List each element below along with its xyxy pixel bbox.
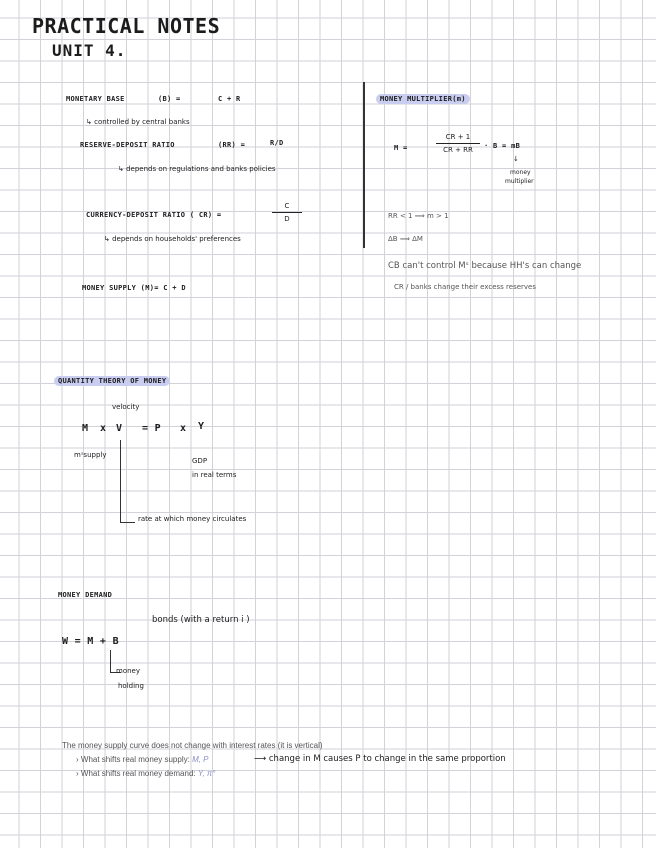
typed-note-2-handwritten: ⟶ change in M causes P to change in the same proportion	[254, 754, 506, 764]
multiplier-numerator: CR + 1	[445, 133, 471, 141]
column-divider	[363, 82, 365, 248]
m-supply-label: mˢsupply	[74, 451, 107, 459]
typed-note-3: › What shifts real money demand: Y, π°	[76, 769, 216, 778]
reserve-deposit-symbol: (RR) =	[218, 141, 246, 149]
money-demand-equation: W = M + B	[62, 636, 119, 647]
money-multiplier-title: MONEY MULTIPLIER(m)	[376, 96, 470, 103]
multiplier-fraction	[436, 133, 480, 154]
equation-times-2: x	[180, 423, 187, 434]
unit-title: UNIT 4.	[52, 41, 127, 60]
multiplier-comment-2: CR / banks change their excess reserves	[394, 283, 537, 291]
multiplier-note-1: money	[510, 169, 531, 176]
monetary-base-symbol: (B) =	[158, 95, 181, 103]
typed-note-1: The money supply curve does not change with interest rates (it is vertical)	[62, 741, 323, 750]
holding-note-1: money	[116, 667, 140, 675]
quantity-theory-title: QUANTITY THEORY OF MONEY	[54, 378, 170, 385]
currency-deposit-note: ↳ depends on households' preferences	[104, 235, 241, 243]
equation-times-1: x	[100, 423, 107, 434]
equation-v: V	[116, 423, 123, 434]
multiplier-note-2: multiplier	[505, 178, 534, 185]
monetary-base-label: MONETARY BASE	[66, 95, 125, 103]
reserve-deposit-note: ↳ depends on regulations and banks policies	[118, 165, 276, 173]
velocity-arrow	[120, 440, 135, 523]
equation-equals-p: = P	[142, 423, 161, 434]
equation-m: M	[82, 423, 89, 434]
gdp-note: in real terms	[192, 471, 237, 479]
gdp-label: GDP	[192, 457, 208, 465]
monetary-base-formula: C + R	[218, 95, 241, 103]
velocity-note: rate at which money circulates	[138, 515, 247, 523]
equation-y: Y	[198, 421, 205, 432]
holding-note-2: holding	[118, 682, 144, 690]
velocity-label: velocity	[112, 403, 140, 411]
down-arrow-icon: ↓	[513, 155, 519, 163]
currency-deposit-numerator: C	[284, 202, 290, 210]
typed-note-2: › What shifts real money supply: M, P	[76, 755, 209, 764]
fraction-bar	[272, 212, 302, 213]
multiplier-rhs: · B = mB	[484, 142, 521, 150]
currency-deposit-label: CURRENCY-DEPOSIT RATIO ( CR) =	[86, 211, 222, 219]
multiplier-rule-2: ΔB ⟹ ΔM	[388, 235, 423, 243]
multiplier-comment-1: CB can't control Mˢ because HH's can change	[388, 261, 582, 271]
money-supply-label: MONEY SUPPLY (M)= C + D	[82, 284, 186, 292]
bonds-note: bonds (with a return i )	[152, 615, 250, 625]
currency-deposit-fraction	[272, 202, 302, 223]
money-demand-title: MONEY DEMAND	[58, 591, 113, 599]
fraction-bar	[436, 143, 480, 144]
monetary-base-note: ↳ controlled by central banks	[86, 118, 190, 126]
reserve-deposit-formula: R/D	[270, 139, 284, 147]
page-title: PRACTICAL NOTES	[32, 14, 221, 38]
multiplier-denominator: CR + RR	[443, 146, 473, 154]
currency-deposit-denominator: D	[284, 215, 290, 223]
reserve-deposit-label: RESERVE-DEPOSIT RATIO	[80, 141, 175, 149]
multiplier-rule-1: RR < 1 ⟹ m > 1	[388, 212, 449, 220]
multiplier-lhs: M =	[394, 144, 408, 152]
